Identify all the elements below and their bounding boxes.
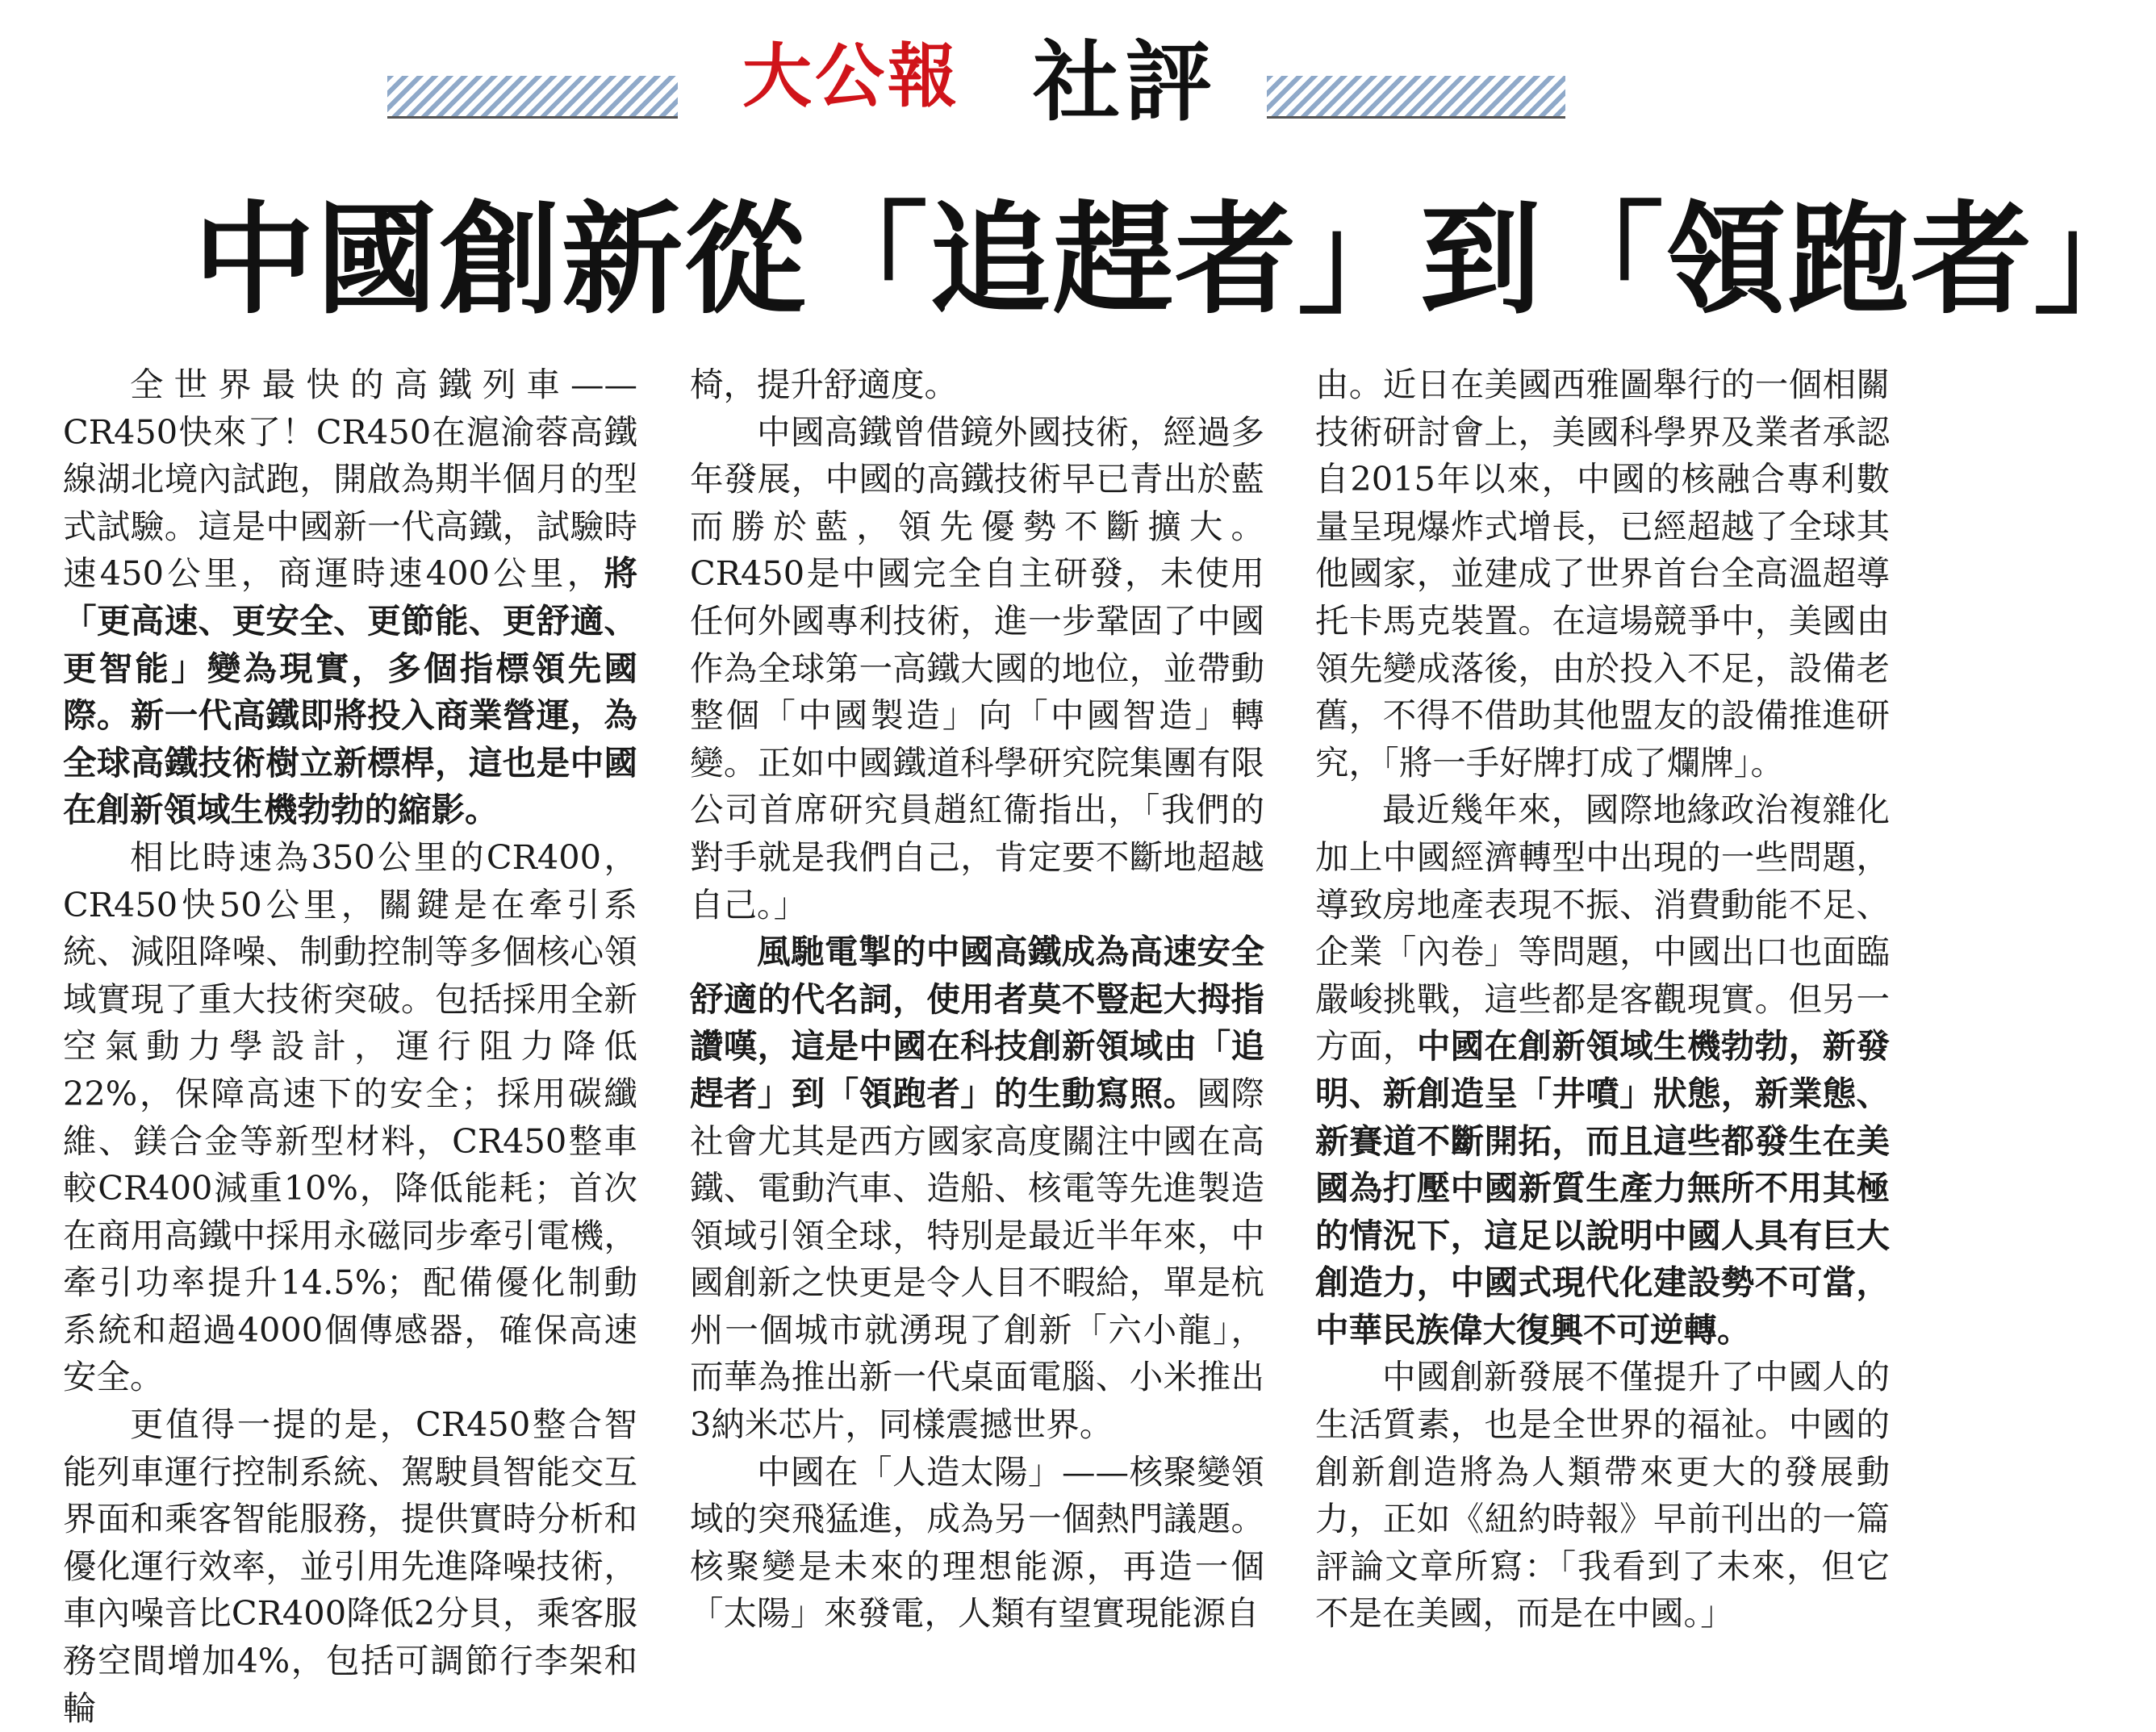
article-paragraph — [690, 361, 1264, 409]
masthead — [387, 31, 1565, 133]
article-paragraph — [690, 1449, 1264, 1638]
bold-text-run: 將「更高速、更安全、更節能、更舒適、更智能」變為現實，多個指標領先國際。新一代高鐵即將投入商業營運，為全球高鐵技術樹立新標桿，這也是中國在創新領域生機勃勃的縮影。 — [63, 553, 637, 830]
article-paragraph — [1315, 361, 1890, 787]
masthead-hatch-right — [1267, 76, 1565, 119]
text-run: 相比時速為350公里的CR400，CR450快50公里，關鍵是在牽引系統、減阻降噪、制動控制等多個核心領域實現了重大技術突破。包括採用全新空氣動力學設計，運行阻力降低22%，保障高速下的安全；採用碳纖維、鎂合金等新型材料，CR450整車較CR400減重10%，降低能耗；首次在商用高鐵中採用永磁同步牽引電機，牽引功率提升14.5%；配備優化制動系統和超過4000個傳感器，確保高速安全。 — [63, 837, 637, 1397]
text-run: 中國在「人造太陽」——核聚變領域的突飛猛進，成為另一個熱門議題。核聚變是未來的理想能源，再造一個「太陽」來發電，人類有望實現能源自 — [690, 1451, 1264, 1634]
article-paragraph — [63, 834, 637, 1401]
newspaper-logo: 大公報 — [742, 35, 960, 117]
article-paragraph — [690, 409, 1264, 929]
article-paragraph — [63, 361, 637, 834]
article-column-2 — [690, 361, 1264, 1638]
article-column-3 — [1315, 361, 1890, 1638]
headline: 中國創新從「追趕者」到「領跑者」 — [194, 189, 2156, 331]
text-run: 國際社會尤其是西方國家高度關注中國在高鐵、電動汽車、造船、核電等先進製造領域引領全球，特別是最近半年來，中國創新之快更是令人目不暇給，單是杭州一個城市就湧現了創新「六小龍」，而華為推出新一代桌面電腦、小米推出3納米芯片，同樣震撼世界。 — [690, 1073, 1264, 1445]
text-run: 椅，提升舒適度。 — [690, 365, 959, 404]
article-paragraph — [63, 1401, 637, 1732]
text-run: 更值得一提的是，CR450整合智能列車運行控制系統、駕駛員智能交互界面和乘客智能服務，提供實時分析和優化運行效率，並引用先進降噪技術，車內噪音比CR400降低2分貝，乘客服務空間增加4%，包括可調節行李架和輪 — [63, 1404, 637, 1728]
article-paragraph — [1315, 787, 1890, 1354]
text-run: 全世界最快的高鐵列車——CR450快來了！CR450在滬渝蓉高鐵線湖北境內試跑，開啟為期半個月的型式試驗。這是中國新一代高鐵，試驗時速450公里，商運時速400公里， — [63, 365, 637, 594]
article-paragraph — [690, 929, 1264, 1449]
text-run: 中國高鐵曾借鏡外國技術，經過多年發展，中國的高鐵技術早已青出於藍而勝於藍，領先優勢不斷擴大。CR450是中國完全自主研發，未使用任何外國專利技術，進一步鞏固了中國作為全球第一高鐵大國的地位，並帶動整個「中國製造」向「中國智造」轉變。正如中國鐵道科學研究院集團有限公司首席研究員趙紅衞指出，「我們的對手就是我們自己，肯定要不斷地超越自己。」 — [690, 411, 1264, 924]
article-paragraph — [1315, 1354, 1890, 1638]
text-run: 中國創新發展不僅提升了中國人的生活質素，也是全世界的福祉。中國的創新創造將為人類帶來更大的發展動力，正如《紐約時報》早前刊出的一篇評論文章所寫：「我看到了未來，但它不是在美國，而是在中國。」 — [1315, 1357, 1890, 1634]
text-run: 最近幾年來，國際地緣政治複雜化加上中國經濟轉型中出現的一些問題，導致房地產表現不振、消費動能不足、企業「內卷」等問題，中國出口也面臨嚴峻挑戰，這些都是客觀現實。但另一方面， — [1315, 790, 1890, 1066]
article-column-1 — [63, 361, 637, 1732]
bold-text-run: 風馳電掣的中國高鐵成為高速安全舒適的代名詞，使用者莫不豎起大拇指讚嘆，這是中國在科技創新領域由「追趕者」到「領跑者」的生動寫照。 — [690, 932, 1264, 1113]
masthead-hatch-left — [387, 76, 678, 119]
text-run: 由。近日在美國西雅圖舉行的一個相關技術研討會上，美國科學界及業者承認自2015年以來，中國的核融合專利數量呈現爆炸式增長，已經超越了全球其他國家，並建成了世界首台全高溫超導托卡馬克裝置。在這場競爭中，美國由領先變成落後，由於投入不足，設備老舊，不得不借助其他盟友的設備推進研究，「將一手好牌打成了爛牌」。 — [1315, 365, 1890, 783]
column-name: 社評 — [1033, 31, 1218, 133]
bold-text-run: 中國在創新領域生機勃勃，新發明、新創造呈「井噴」狀態，新業態、新賽道不斷開拓，而且這些都發生在美國為打壓中國新質生產力無所不用其極的情況下，這足以說明中國人具有巨大創造力，中國式現代化建設勢不可當，中華民族偉大復興不可逆轉。 — [1315, 1026, 1890, 1350]
